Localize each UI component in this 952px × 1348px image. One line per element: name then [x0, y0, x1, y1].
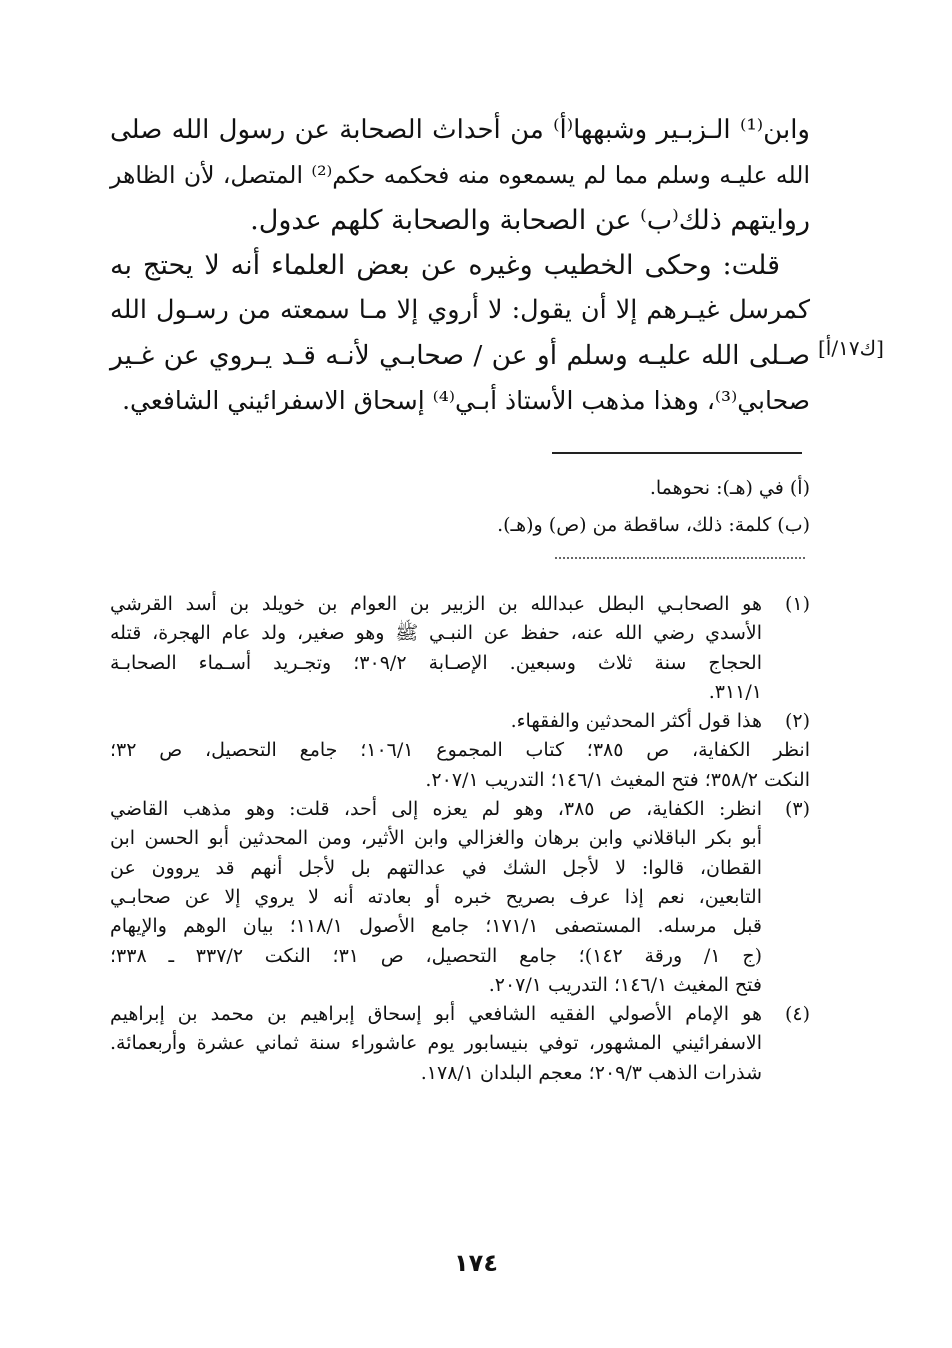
dotted-separator [555, 557, 805, 559]
footnote-line: النكت ٣٥٨/٢؛ فتح المغيث ١٤٦/١؛ التدريب ٢٠٧/١. [425, 768, 810, 791]
footnotes [110, 590, 810, 1088]
footnote-line: التابعين، نعم إذا عرف بصريح خبره أو بعادته أنه لا يروي إلا عن صحابـي [110, 885, 762, 908]
main-text-line: الله عليـه وسلم مما لم يسمعوه منه فحكمه حكم⁽²⁾ المتصل، لأن الظاهر [110, 161, 810, 189]
page-number: ١٧٤ [454, 1249, 498, 1277]
footnote-line: انظر: الكفاية، ص ٣٨٥، وهو لم يعزه إلى أحد، قلت: وهو مذهب القاضي [110, 798, 762, 821]
footnote-line: هو الصحابـي البطل عبدالله بن الزبير بن العوام بن خويلد بن أسد القرشي [110, 593, 762, 615]
footnote-line: هذا قول أكثر المحدثين والفقهاء. [510, 710, 762, 733]
footnote-line: القطان، قالوا: لا لأجل الشك في عدالتهم بل لأجل أنهم قد يروون عن [110, 856, 762, 879]
footnote-line: انظر الكفاية، ص ٣٨٥؛ كتاب المجموع ١٠٦/١؛ جامع التحصيل، ص ٣٢؛ [110, 739, 810, 762]
variant-note: (أ) في (هـ): نحوهما. [649, 477, 810, 499]
footnote-number: (٣) [784, 798, 810, 821]
footnote-line: الأسدي رضي الله عنه، حفظ عن النبـي ﷺ وهو صغير، ولد عام الهجرة، قتله [110, 622, 762, 645]
main-text-line: كمرسل غيـرهم إلا أن يقول: لا أروي إلا مـا سمعته من رسـول الله [110, 295, 810, 325]
footnote [110, 590, 810, 707]
main-text-line: وابن⁽¹⁾ الـزبـير وشبهها⁽أ⁾ من أحداث الصحابة عن رسول الله صلى [110, 115, 810, 145]
footnote-number: (٤) [784, 1003, 810, 1026]
main-text-line: روايتهم ذلك⁽ب⁾ عن الصحابة والصحابة كلهم عدول. [250, 205, 810, 236]
footnote-number: (١) [784, 593, 810, 615]
footnote-line: الاسفرائيني المشهور، توفي بنيسابور يوم عاشوراء سنة ثماني عشرة وأربعمائة. [110, 1032, 762, 1055]
footnote-separator [552, 452, 802, 454]
footnote [110, 795, 810, 1000]
footnote-line: الحجاج سنة ثلاث وسبعين. الإصـابة ٣٠٩/٢؛ وتجـريد أسـماء الصحابـة [110, 651, 763, 674]
main-text-line: صـلى الله عليـه وسلم أو عن / صحابـي لأنـه قـد يـروي عن غـير [110, 340, 810, 371]
main-text-line: صحابي⁽³⁾، وهذا مذهب الأستاذ أبـي⁽⁴⁾ إسحاق الاسفرائيني الشافعي. [122, 386, 810, 415]
manuscript-margin-note: [ك١٧/أ] [818, 336, 884, 360]
variant-notes [420, 470, 810, 544]
footnote-line: هو الإمام الأصولي الفقيه الشافعي أبو إسحاق إبراهيم بن محمد بن إبراهيم [110, 1003, 762, 1026]
footnote-line: أبو بكر الباقلاني وابن برهان والغزالي وابن الأثير، ومن المحدثين أبو الحسن ابن [110, 827, 762, 850]
footnote-number: (٢) [784, 710, 810, 733]
footnote-line: ٣١١/١. [708, 680, 762, 703]
main-text-line: قلت: وحكى الخطيب وغيره عن بعض العلماء أنه لا يحتج به [110, 250, 780, 281]
footnote-line: (ج ١/ ورقة ١٤٢)؛ جامع التحصيل، ص ٣١؛ النكت ٣٣٧/٢ ـ ٣٣٨؛ [110, 944, 763, 967]
footnote [110, 707, 810, 736]
variant-note: (ب) كلمة: ذلك، ساقطة من (ص) و(هـ). [497, 514, 810, 536]
footnote [110, 1000, 810, 1088]
footnote-line: فتح المغيث ١٤٦/١؛ التدريب ٢٠٧/١. [488, 973, 762, 996]
footnote-line: قبل مرسله. المستصفى ١٧١/١؛ جامع الأصول ١١٨/١؛ بيان الوهم والإيهام [110, 915, 762, 938]
footnote-continuation [110, 736, 810, 795]
footnote-line: شذرات الذهب ٢٠٩/٣؛ معجم البلدان ١٧٨/١. [420, 1061, 762, 1084]
main-text [110, 108, 810, 423]
